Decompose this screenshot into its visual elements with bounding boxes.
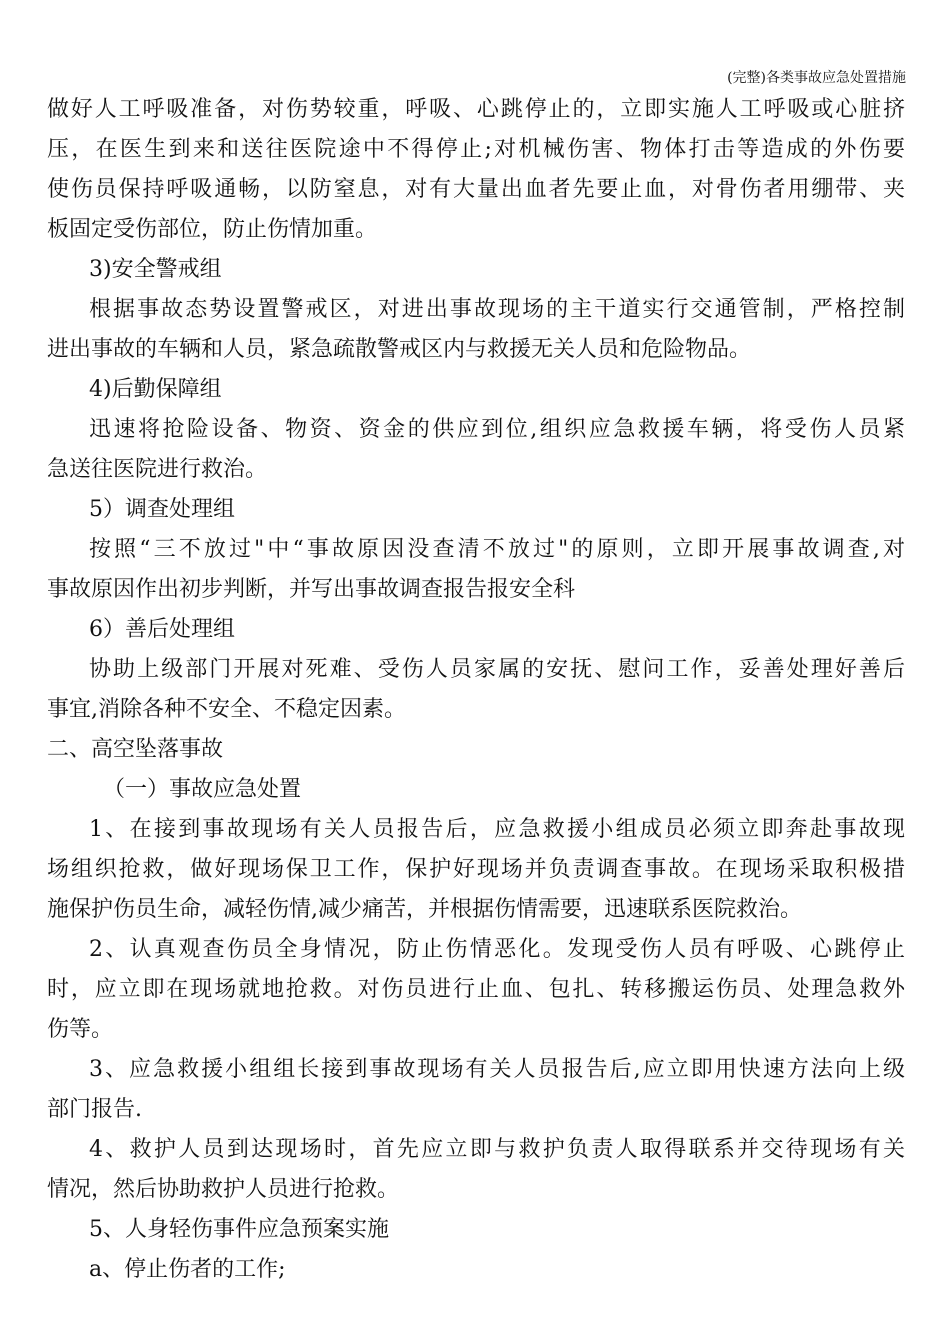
text-line: 施保护伤员生命，减轻伤情,减少痛苦，并根据伤情需要，迅速联系医院救治。 bbox=[47, 897, 802, 922]
text-line: 1、在接到事故现场有关人员报告后，应急救援小组成员必须立即奔赴事故现 bbox=[89, 817, 905, 842]
text-line: 根据事故态势设置警戒区，对进出事故现场的主干道实行交通管制，严格控制 bbox=[89, 297, 905, 322]
text-line: 3、应急救援小组组长接到事故现场有关人员报告后,应立即用快速方法向上级 bbox=[89, 1057, 905, 1082]
running-header: (完整)各类事故应急处置措施 bbox=[727, 70, 906, 86]
text-line: 伤等。 bbox=[47, 1017, 114, 1042]
text-line: 进出事故的车辆和人员，紧急疏散警戒区内与救援无关人员和危险物品。 bbox=[47, 337, 752, 362]
text-line: 使伤员保持呼吸通畅，以防窒息，对有大量出血者先要止血，对骨伤者用绷带、夹 bbox=[47, 177, 905, 202]
text-line: 6）善后处理组 bbox=[89, 617, 235, 642]
text-line: 板固定受伤部位，防止伤情加重。 bbox=[47, 217, 378, 242]
text-line: 协助上级部门开展对死难、受伤人员家属的安抚、慰问工作，妥善处理好善后 bbox=[89, 657, 905, 682]
text-line: 压，在医生到来和送往医院途中不得停止;对机械伤害、物体打击等造成的外伤要 bbox=[47, 137, 905, 162]
text-line: 二、高空坠落事故 bbox=[47, 737, 224, 762]
text-line: 场组织抢救，做好现场保卫工作，保护好现场并负责调查事故。在现场采取积极措 bbox=[47, 857, 905, 882]
text-line: 4、救护人员到达现场时，首先应立即与救护负责人取得联系并交待现场有关 bbox=[89, 1137, 905, 1162]
document-body bbox=[47, 90, 905, 1290]
text-line: 5）调查处理组 bbox=[89, 497, 235, 522]
text-line: 部门报告. bbox=[47, 1097, 142, 1122]
text-line: 事宜,消除各种不安全、不稳定因素。 bbox=[47, 697, 406, 722]
text-line: 急送往医院进行救治。 bbox=[47, 457, 268, 482]
text-line: 做好人工呼吸准备，对伤势较重，呼吸、心跳停止的，立即实施人工呼吸或心脏挤 bbox=[47, 97, 905, 122]
text-line: 时，应立即在现场就地抢救。对伤员进行止血、包扎、转移搬运伤员、处理急救外 bbox=[47, 977, 905, 1002]
text-line: 4)后勤保障组 bbox=[89, 377, 222, 402]
text-line: 情况，然后协助救护人员进行抢救。 bbox=[47, 1177, 400, 1202]
text-line: （一）事故应急处置 bbox=[103, 777, 302, 802]
text-line: 按照“三不放过"中“事故原因没查清不放过"的原则，立即开展事故调查,对 bbox=[89, 537, 905, 562]
text-line: 3)安全警戒组 bbox=[89, 257, 222, 282]
text-line: 5、人身轻伤事件应急预案实施 bbox=[89, 1217, 389, 1242]
text-line: 2、认真观查伤员全身情况，防止伤情恶化。发现受伤人员有呼吸、心跳停止 bbox=[89, 937, 905, 962]
text-line: 迅速将抢险设备、物资、资金的供应到位,组织应急救援车辆，将受伤人员紧 bbox=[89, 417, 905, 442]
text-line: a、停止伤者的工作; bbox=[89, 1257, 286, 1282]
text-line: 事故原因作出初步判断，并写出事故调查报告报安全科 bbox=[47, 577, 576, 602]
